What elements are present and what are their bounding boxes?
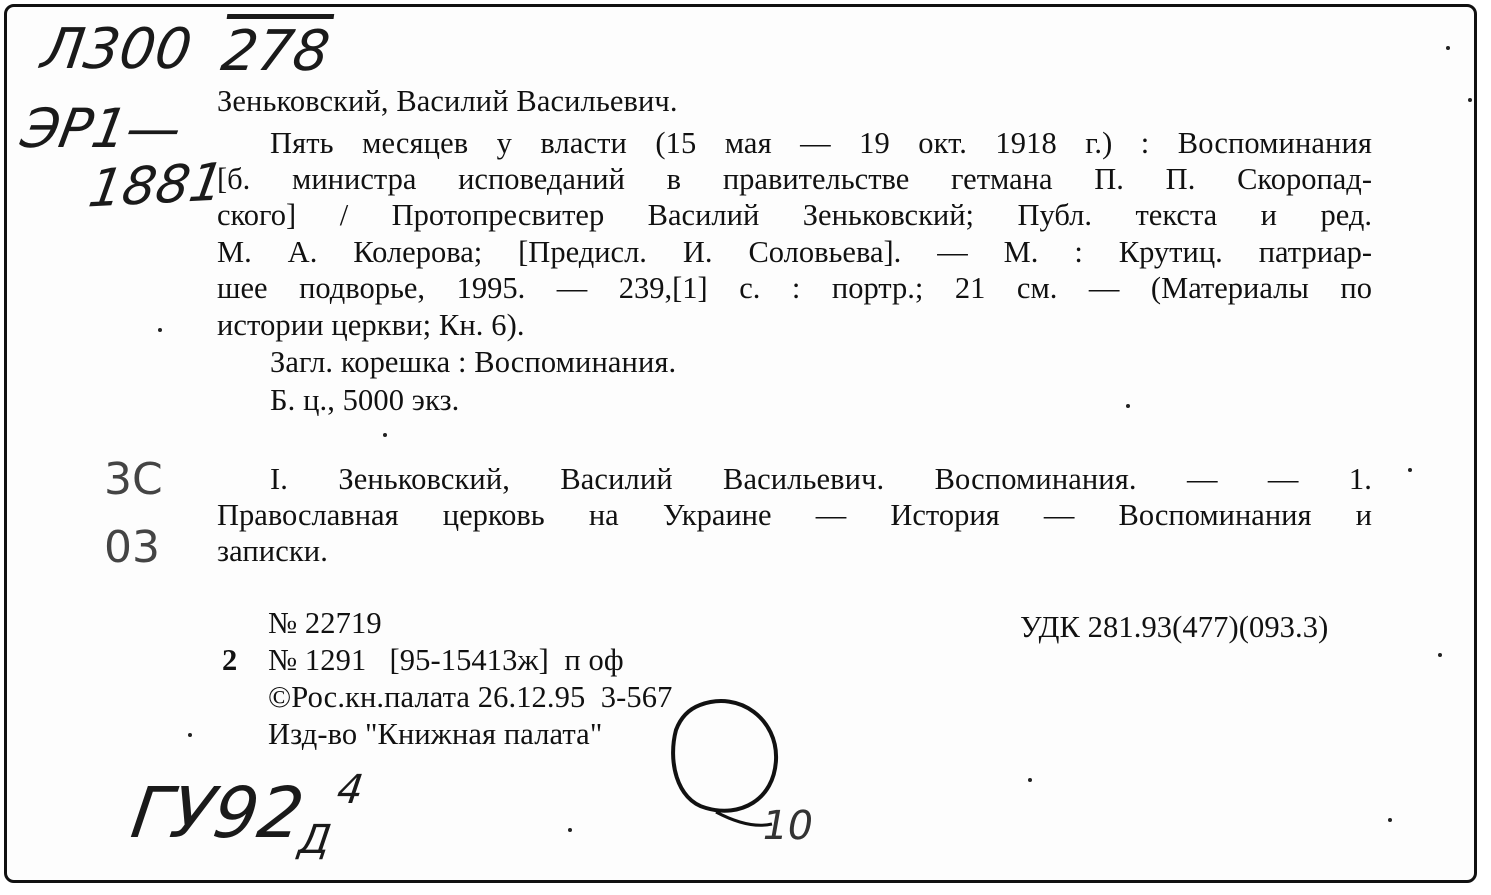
tracing-line-2: Православная церковь на Украине — История — Воспоминания и [217, 498, 1372, 532]
record-number: № 22719 [268, 606, 382, 640]
handwritten-shelf-code-2: 278 [217, 19, 334, 84]
tracing-line-3: записки. [217, 534, 328, 568]
title-line-5: шее подворье, 1995. — 239,[1] с. : портр.; 21 см. — (Материалы по [217, 271, 1372, 305]
title-line-2: [б. министра исповеданий в правительстве гетмана П. П. Скоропад- [217, 162, 1372, 196]
spine-title-note: Загл. корешка : Воспоминания. [270, 345, 677, 379]
handwritten-bottom-right-mark: 10 [757, 803, 817, 849]
handwritten-bottom-code-sup: 4 [334, 767, 367, 813]
handwritten-bottom-code-main: ГУ92 [126, 772, 309, 854]
udk-code: УДК 281.93(477)(093.3) [1020, 610, 1329, 644]
handwritten-shelf-number: 1881 [84, 152, 228, 220]
handwritten-bottom-code [126, 767, 367, 863]
handwritten-bottom-code-sub: Д [295, 817, 334, 863]
title-line-4: М. А. Колерова; [Предисл. И. Соловьева]. — М. : Крутиц. патриар- [217, 235, 1372, 269]
author-heading: Зеньковский, Василий Васильевич. [217, 84, 678, 118]
price-run-note: Б. ц., 5000 экз. [270, 383, 460, 417]
count-mark: 2 [222, 643, 238, 677]
handwritten-side-code-2: 03 [104, 522, 160, 573]
title-line-1: Пять месяцев у власти (15 мая — 19 окт. 1918 г.) : Воспоминания [270, 126, 1372, 160]
handwritten-shelf-mark: ЭР1— [16, 97, 187, 160]
order-number: № 1291 [95-15413ж] п оф [268, 643, 624, 677]
handwritten-side-code: 3С [104, 454, 163, 505]
title-line-6: истории церкви; Кн. 6). [217, 308, 525, 342]
copyright-line: ©Рос.кн.палата 26.12.95 3-567 [268, 680, 673, 714]
handwritten-shelf-code: Л300 [37, 17, 196, 82]
tracing-line-1: I. Зеньковский, Василий Васильевич. Воспоминания. — — 1. [270, 462, 1372, 496]
publisher-line: Изд-во "Книжная палата" [268, 717, 603, 751]
title-line-3: ского] / Протопресвитер Василий Зеньковский; Публ. текста и ред. [217, 198, 1372, 232]
